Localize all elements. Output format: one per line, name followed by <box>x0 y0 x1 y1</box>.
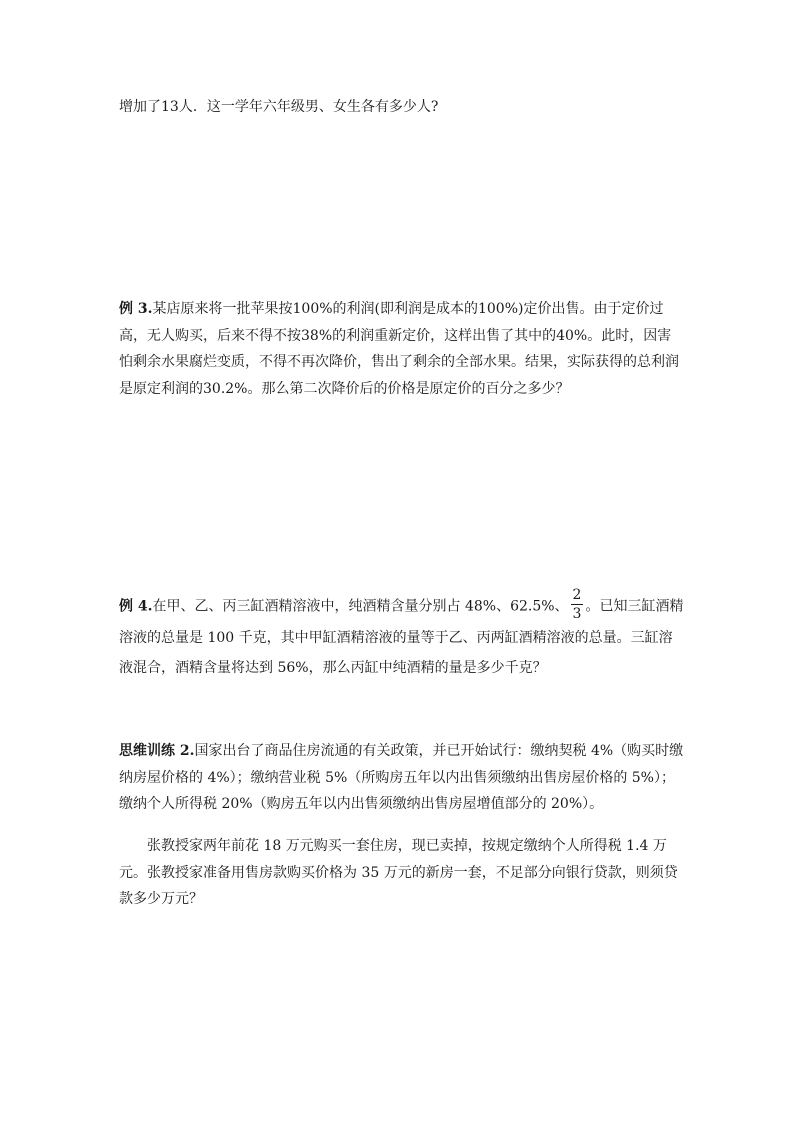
drill-2 <box>119 738 685 818</box>
problem-continuation <box>119 94 685 121</box>
fraction-denominator: 3 <box>572 606 582 622</box>
problem-continuation-text: 增加了13人．这一学年六年级男、女生各有多少人? <box>119 99 439 115</box>
drill-2-question <box>119 833 685 913</box>
fraction-numerator: 2 <box>572 587 582 603</box>
example-4-text-after: 。已知三缸酒精溶液的总量是 100 千克，其中甲缸酒精溶液的量等于乙、丙两缸酒精溶液的总量。三缸溶液混合，酒精含量将达到 56%，那么丙缸中纯酒精的量是多少千克？ <box>119 598 684 676</box>
example-4-label: 例 4. <box>119 598 153 615</box>
drill-2-text: 国家出台了商品住房流通的有关政策，并已开始试行：缴纳契税 4%（购买时缴纳房屋价格的 4%）；缴纳营业税 5%（所购房五年以内出售须缴纳出售房屋价格的 5%）；缴纳个人所得税 20%（购房五年以内出售须缴纳出售房屋增值部分的 20%）。 <box>119 743 684 812</box>
example-3-text: 某店原来将一批苹果按100%的利润(即利润是成本的100%)定价出售。由于定价过高，无人购买，后来不得不按38%的利润重新定价，这样出售了其中的40%。此时，因害怕剩余水果腐烂变质，不得不再次降价，售出了剩余的全部水果。结果，实际获得的总利润是原定利润的30.2%。那么第二次降价后的价格是原定价的百分之多少？ <box>119 301 679 397</box>
example-3 <box>119 296 685 402</box>
drill-2-question-text: 张教授家两年前花 18 万元购买一套住房，现已卖掉，按规定缴纳个人所得税 1.4 万元。张教授家准备用售房款购买价格为 35 万元的新房一套，不足部分向银行贷款，则须贷款多少万元？ <box>119 838 678 907</box>
example-3-label: 例 3. <box>119 301 153 317</box>
example-4 <box>119 587 685 683</box>
drill-2-label: 思维训练 2. <box>119 743 195 759</box>
fraction-two-thirds <box>571 588 584 621</box>
example-4-text-before: 在甲、乙、丙三缸酒精溶液中，纯酒精含量分别占 48%、62.5%、 <box>152 598 569 615</box>
